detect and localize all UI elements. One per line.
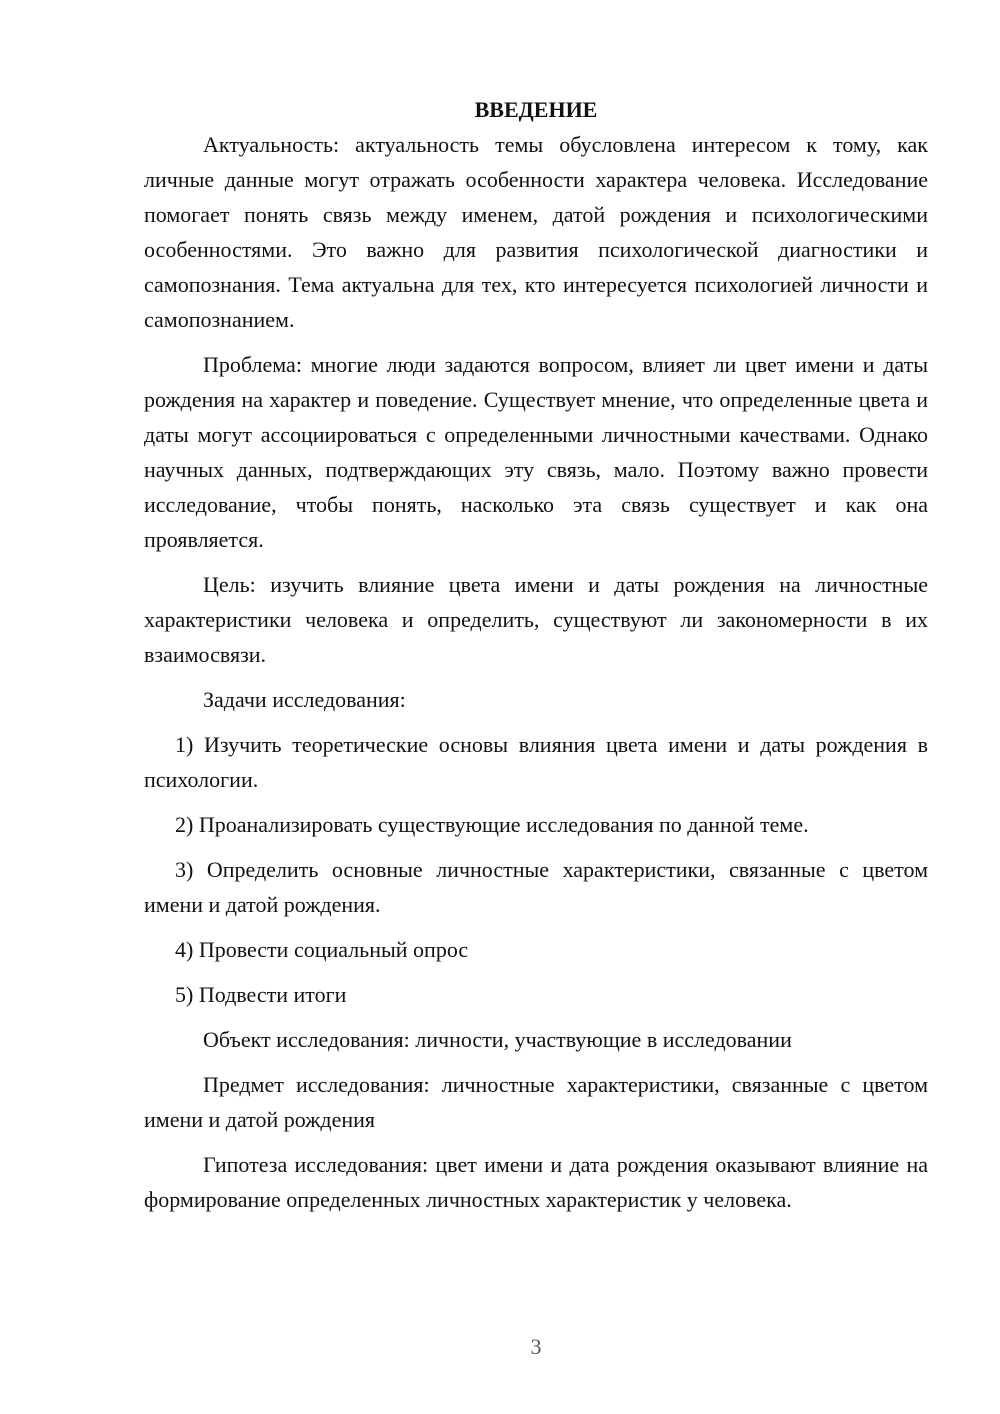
object-paragraph: Объект исследования: личности, участвующие в исследовании (203, 1027, 792, 1052)
task-item-5: 5) Подвести итоги (175, 982, 347, 1007)
tasks-heading: Задачи исследования: (203, 687, 406, 712)
task-item-1: 1) Изучить теоретические основы влияния цвета имени и даты рождения в психологии. (144, 732, 928, 792)
task-item-3: 3) Определить основные личностные характеристики, связанные с цветом имени и датой рождения. (144, 857, 928, 917)
problem-paragraph: Проблема: многие люди задаются вопросом, влияет ли цвет имени и даты рождения на характер и поведение. Существует мнение, что определенные цвета и даты могут ассоциироваться с определенными личностными качествами. Однако научных данных, подтверждающих эту связь, мало. Поэтому важно провести исследование, чтобы понять, насколько эта связь существует и как она проявляется. (144, 352, 928, 552)
relevance-paragraph: Актуальность: актуальность темы обусловлена интересом к тому, как личные данные могут отражать особенности характера человека. Исследование помогает понять связь между именем, датой рождения и психологическими особенностями. Это важно для развития психологической диагностики и самопознания. Тема актуальна для тех, кто интересуется психологией личности и самопознанием. (144, 132, 928, 332)
subject-paragraph: Предмет исследования: личностные характеристики, связанные с цветом имени и датой рождения (144, 1072, 928, 1132)
hypothesis-paragraph: Гипотеза исследования: цвет имени и дата рождения оказывают влияние на формирование определенных личностных характеристик у человека. (144, 1152, 928, 1212)
task-item-2: 2) Проанализировать существующие исследования по данной теме. (175, 812, 809, 837)
section-heading: ВВЕДЕНИЕ (474, 97, 598, 122)
page-number: 3 (530, 1334, 542, 1359)
document-page (144, 92, 928, 1227)
task-item-4: 4) Провести социальный опрос (175, 937, 469, 962)
goal-paragraph: Цель: изучить влияние цвета имени и даты рождения на личностные характеристики человека и определить, существуют ли закономерности в их взаимосвязи. (144, 572, 928, 667)
